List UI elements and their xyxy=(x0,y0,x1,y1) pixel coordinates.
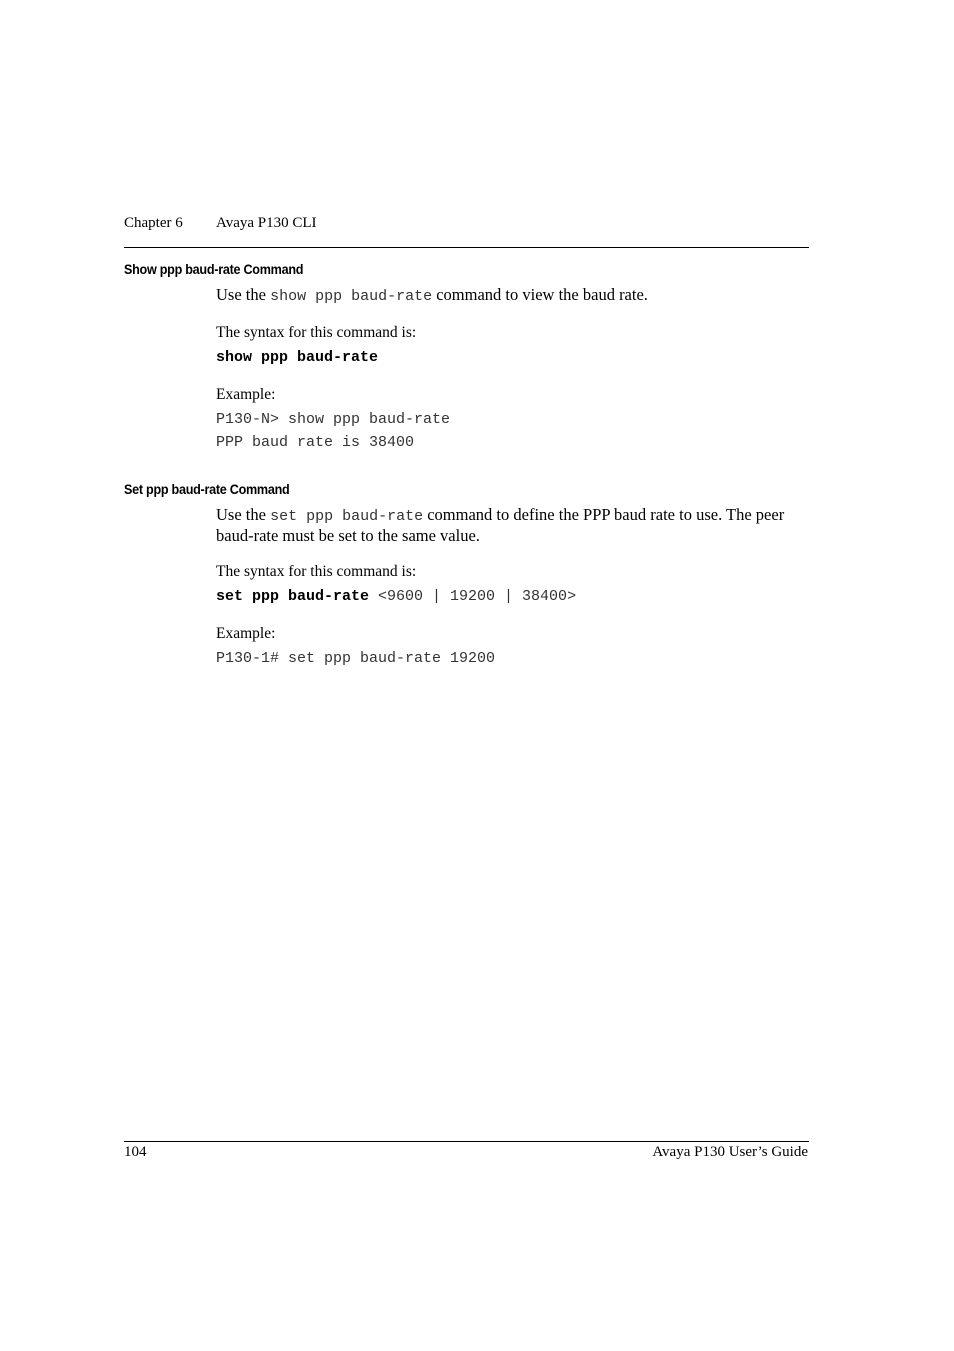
syntax-command: show ppp baud-rate xyxy=(216,349,379,366)
syntax-command: set ppp baud-rate <9600 | 19200 | 38400> xyxy=(216,588,577,605)
header-rule xyxy=(124,247,809,248)
syntax-label: The syntax for this command is: xyxy=(216,563,417,580)
section-intro-set: Use the set ppp baud-rate command to define the PPP baud rate to use. The peer baud-rate must be set to the same value. xyxy=(216,505,785,545)
section-heading-set: Set ppp baud-rate Command xyxy=(124,481,290,497)
example-label: Example: xyxy=(216,625,276,642)
example-line: PPP baud rate is 38400 xyxy=(216,434,415,451)
inline-code: set ppp baud-rate xyxy=(270,508,424,525)
syntax-label: The syntax for this command is: xyxy=(216,324,417,341)
section-heading-show: Show ppp baud-rate Command xyxy=(124,261,304,277)
chapter-label: Chapter 6 xyxy=(124,215,183,231)
guide-title: Avaya P130 User’s Guide xyxy=(652,1144,808,1160)
example-line: P130-N> show ppp baud-rate xyxy=(216,411,451,428)
example-line: P130-1# set ppp baud-rate 19200 xyxy=(216,650,496,667)
page-number: 104 xyxy=(124,1144,147,1160)
footer-rule xyxy=(124,1141,809,1142)
chapter-title: Avaya P130 CLI xyxy=(216,215,317,231)
example-label: Example: xyxy=(216,386,276,403)
section-intro-show: Use the show ppp baud-rate command to view the baud rate. xyxy=(216,285,648,305)
inline-code: show ppp baud-rate xyxy=(270,288,433,305)
